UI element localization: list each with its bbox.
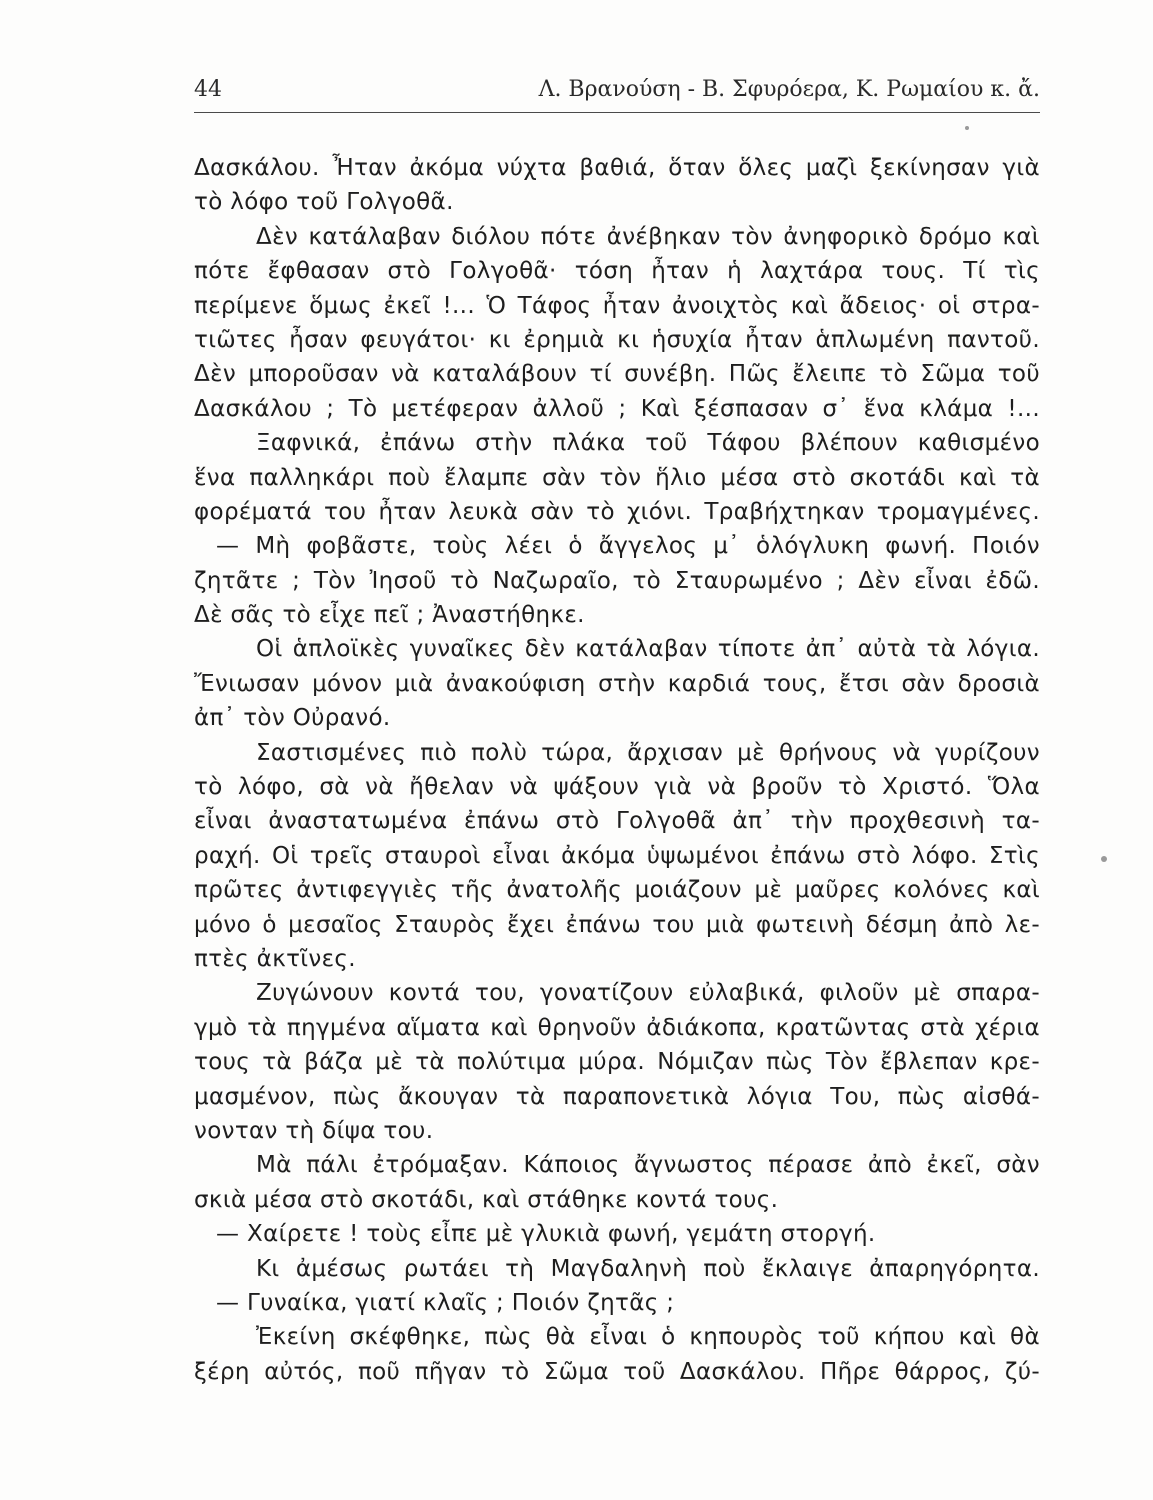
text-line: γμὸ τὰ πηγμένα αἵματα καὶ θρηνοῦν ἀδιάκοπα, κρατῶντας στὰ χέρια [194,1014,1040,1041]
text-line: νονταν τὴ δίψα του. [194,1117,434,1144]
text-line: Δασκάλου ; Τὸ μετέφεραν ἀλλοῦ ; Καὶ ξέσπασαν σ᾽ ἕνα κλάμα !... [194,395,1040,422]
text-line: πτὲς ἀκτῖνες. [194,945,356,972]
page-number: 44 [194,77,222,102]
text-line: — Χαίρετε ! τοὺς εἶπε μὲ γλυκιὰ φωνή, γεμάτη στοργή. [216,1221,876,1248]
text-line: Δὲν κατάλαβαν διόλου πότε ἀνέβηκαν τὸν ἀνηφορικὸ δρόμο καὶ [256,223,1040,250]
text-line: Ξαφνικά, ἐπάνω στὴν πλάκα τοῦ Τάφου βλέπουν καθισμένο [256,430,1040,457]
text-line: μασμένον, πὼς ἄκουγαν τὰ παραπονετικὰ λόγια Του, πὼς αἰσθά- [194,1083,1040,1110]
text-line: πότε ἔφθασαν στὸ Γολγοθᾶ· τόση ἦταν ἡ λαχτάρα τους. Τί τὶς [194,258,1040,285]
text-line: Ἔνιωσαν μόνον μιὰ ἀνακούφιση στὴν καρδιά τους, ἔτσι σὰν δροσιὰ [194,670,1040,697]
text-line: πρῶτες ἀντιφεγγιὲς τῆς ἀνατολῆς μοιάζουν μὲ μαῦρες κολόνες καὶ [194,877,1040,904]
text-line: περίμενε ὅμως ἐκεῖ !... Ὁ Τάφος ἦταν ἀνοιχτὸς καὶ ἄδειος· οἱ στρα- [194,292,1040,319]
text-line: μόνο ὁ μεσαῖος Σταυρὸς ἔχει ἐπάνω του μιὰ φωτεινὴ δέσμη ἀπὸ λε- [194,911,1040,938]
text-line: ζητᾶτε ; Τὸν Ἰησοῦ τὸ Ναζωραῖο, τὸ Σταυρωμένο ; Δὲν εἶναι ἐδῶ. [194,567,1040,594]
text-line: ἀπ᾽ τὸν Οὐρανό. [194,705,391,732]
text-line: ἕνα παλληκάρι ποὺ ἔλαμπε σὰν τὸν ἥλιο μέσα στὸ σκοτάδι καὶ τὰ [194,464,1040,491]
text-line: Κι ἀμέσως ρωτάει τὴ Μαγδαληνὴ ποὺ ἔκλαιγε ἀπαρηγόρητα. [256,1255,1040,1282]
body-text [194,151,1040,1389]
text-line: τὸ λόφο τοῦ Γολγοθᾶ. [194,189,454,216]
text-line: Δὲ σᾶς τὸ εἶχε πεῖ ; Ἀναστήθηκε. [194,602,585,629]
text-line: σκιὰ μέσα στὸ σκοτάδι, καὶ στάθηκε κοντά τους. [194,1186,779,1213]
text-line: Δὲν μποροῦσαν νὰ καταλάβουν τί συνέβη. Πῶς ἔλειπε τὸ Σῶμα τοῦ [194,361,1040,388]
text-line: Δασκάλου. Ἦταν ἀκόμα νύχτα βαθιά, ὅταν ὅλες μαζὶ ξεκίνησαν γιὰ [194,155,1040,181]
text-line: εἶναι ἀναστατωμένα ἐπάνω στὸ Γολγοθᾶ ἀπ᾽ τὴν προχθεσινὴ τα- [194,808,1040,835]
text-line: — Μὴ φοβᾶστε, τοὺς λέει ὁ ἄγγελος μ᾽ ὁλόγλυκη φωνή. Ποιόν [216,533,1040,560]
paper-speck [1101,856,1107,862]
text-line: Οἱ ἁπλοϊκὲς γυναῖκες δὲν κατάλαβαν τίποτε ἀπ᾽ αὐτὰ τὰ λόγια. [256,636,1040,663]
paper-speck [965,126,969,130]
text-line: ραχή. Οἱ τρεῖς σταυροὶ εἶναι ἀκόμα ὑψωμένοι ἐπάνω στὸ λόφο. Στὶς [194,842,1040,869]
page-header [194,76,1040,113]
text-line: Σαστισμένες πιὸ πολὺ τώρα, ἄρχισαν μὲ θρήνους νὰ γυρίζουν [256,739,1040,766]
running-head: Λ. Βρανούση - Β. Σφυρόερα, Κ. Ρωμαίου κ. ἄ. [538,77,1040,102]
text-line: τὸ λόφο, σὰ νὰ ἤθελαν νὰ ψάξουν γιὰ νὰ βροῦν τὸ Χριστό. Ὅλα [194,774,1040,801]
text-line: Ζυγώνουν κοντά του, γονατίζουν εὐλαβικά, φιλοῦν μὲ σπαρα- [256,980,1040,1007]
text-line: τιῶτες ἦσαν φευγάτοι· κι ἐρημιὰ κι ἡσυχία ἦταν ἁπλωμένη παντοῦ. [194,326,1040,353]
text-line: τους τὰ βάζα μὲ τὰ πολύτιμα μύρα. Νόμιζαν πὼς Τὸν ἔβλεπαν κρε- [194,1049,1040,1076]
text-line: — Γυναίκα, γιατί κλαῖς ; Ποιόν ζητᾶς ; [216,1289,675,1316]
text-line: φορέματά του ἦταν λευκὰ σὰν τὸ χιόνι. Τραβήχτηκαν τρομαγμένες. [194,498,1040,525]
text-line: Ἐκείνη σκέφθηκε, πὼς θὰ εἶναι ὁ κηπουρὸς τοῦ κήπου καὶ θὰ [256,1324,1040,1351]
text-line: ξέρη αὐτός, ποῦ πῆγαν τὸ Σῶμα τοῦ Δασκάλου. Πῆρε θάρρος, ζύ- [194,1358,1040,1385]
text-line: Μὰ πάλι ἐτρόμαξαν. Κάποιος ἄγνωστος πέρασε ἀπὸ ἐκεῖ, σὰν [256,1152,1040,1179]
